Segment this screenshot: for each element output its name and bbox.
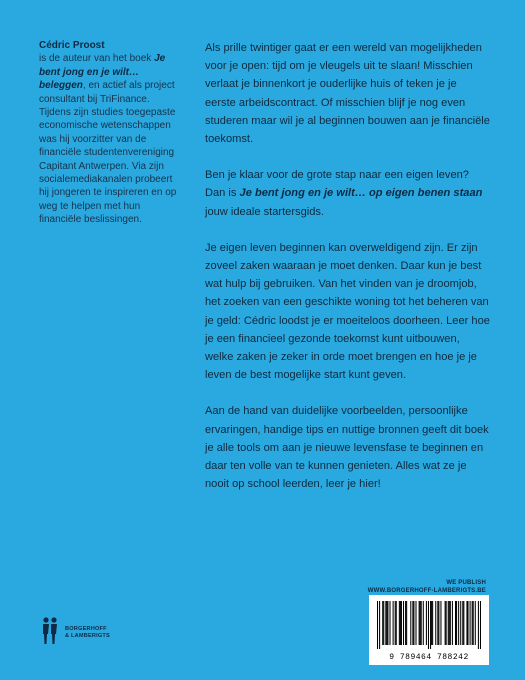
barcode-bar [438,601,439,645]
barcode-bars [377,601,481,649]
barcode-bar [430,601,431,649]
logo-line-2: & LAMBERIGTS [65,633,110,639]
blurb-paragraph-1: Als prille twintiger gaat er een wereld van mogelijkheden voor je open: tijd om je vleugels uit te slaan! Misschien verlaat je binnenkort je ouderlijke huis of teken je je eerste arbeidscontract. Of misschien blijf je nog even studeren maar wil je al beginnen bouwen aan je financiële toekomst. [205,42,490,146]
barcode-bar [455,601,456,645]
barcode-bar [401,601,402,645]
barcode-bar [382,601,383,645]
barcode-bar [463,601,464,645]
barcode-bar [396,601,397,645]
barcode-bar [448,601,449,645]
barcode-bar [437,601,438,645]
barcode-bar [421,601,422,645]
blurb-book-title: Je bent jong en je wilt… op eigen benen staan [239,187,483,200]
barcode-bar [428,601,429,649]
barcode-bar [435,601,436,645]
barcode-bar [399,601,400,645]
isbn-number: 9 789464 788242 [389,653,469,662]
blurb-p2-start: Ben je klaar voor de grote stap naar een eigen leven? Dan is [205,169,469,200]
barcode-bar [383,601,384,645]
barcode-bar [466,601,467,645]
author-bio-text: , en actief als project consultant bij TriFinance. Tijdens zijn studies toegepaste economische wetenschappen was hij voorzitter van de financiële studentenvereniging Capitant Antwerpen. Via zijn socialemediakanalen probeert hij jongeren te inspireren en op weg te helpen met hun financiële beslissingen. [39,80,177,226]
barcode-bar [432,601,433,645]
barcode-bar [440,601,441,645]
barcode-bar [456,601,457,645]
barcode-bar [387,601,388,645]
author-intro: is de auteur van het boek [39,53,152,65]
barcode-bar [386,601,387,645]
barcode-bar [480,601,481,649]
barcode-bar [423,601,424,645]
barcode-bar [426,601,427,645]
barcode-bar [445,601,446,645]
book-blurb [205,39,490,511]
barcode-bar [475,601,476,645]
barcode-bar [393,601,394,645]
barcode-bar [400,601,401,645]
barcode-bar [472,601,473,645]
barcode-bar [412,601,413,645]
barcode-bar [452,601,453,645]
barcode-bar [458,601,459,645]
barcode-bar [431,601,432,645]
barcode-bar [473,601,474,645]
barcode-bar [420,601,421,645]
barcode-bar [395,601,396,645]
barcode-bar [460,601,461,645]
barcode-bar [385,601,386,645]
barcode-bar [377,601,378,649]
blurb-paragraph-3: Je eigen leven beginnen kan overweldigend zijn. Er zijn zoveel zaken waaraan je moet denken. Daar kun je best wat hulp bij gebruiken. Van het vinden van je droomjob, het zoeken van een geschikte woning tot het beheren van je geld: Cédric loodst je er moeiteloos doorheen. Leer hoe je een financieel gezonde toekomst kunt uitbouwen, welke zaken je zeker in orde moet brengen en hoe je je leven de best mogelijke start kunt geven. [205,241,490,382]
publisher-tagline: WE PUBLISH [446,580,486,586]
barcode-bar [410,601,411,645]
barcode-bar [406,601,407,645]
barcode-bar [413,601,414,645]
publisher-logo [38,617,128,649]
barcode-bar [419,601,420,645]
barcode-bar [403,601,404,645]
isbn-barcode [369,595,489,665]
author-name: Cédric Proost [39,40,105,51]
barcode-bar [446,601,447,645]
blurb-p2-end: jouw ideale startersgids. [205,205,325,218]
barcode-bar [415,601,416,645]
publisher-logo-text [65,626,110,640]
barcode-bar [462,601,463,645]
logo-line-1: BORGERHOFF [65,626,107,632]
blurb-paragraph-2 [205,166,490,221]
two-figures-logo-icon [38,616,62,651]
author-bio [39,39,179,227]
publisher-url[interactable]: WWW.BORGERHOFF-LAMBERIGTS.BE [367,588,486,594]
barcode-bar [450,601,451,645]
barcode-bar [470,601,471,645]
blurb-paragraph-4: Aan de hand van duidelijke voorbeelden, persoonlijke ervaringen, handige tips en nuttige bronnen geeft dit boek je alle tools om aan je nieuwe levensfase te beginnen en daar ten volle van te kunnen genieten. Alles wat ze je nooit op school leerden, leer je hier! [205,405,489,491]
barcode-bar [389,601,390,645]
barcode-bar [449,601,450,645]
barcode-bar [405,601,406,645]
publisher-info [368,579,486,595]
barcode-bar [478,601,479,649]
barcode-bar [379,601,380,649]
barcode-bar [467,601,468,645]
author-book-title: Je bent jong en je wilt… beleggen [39,53,166,92]
